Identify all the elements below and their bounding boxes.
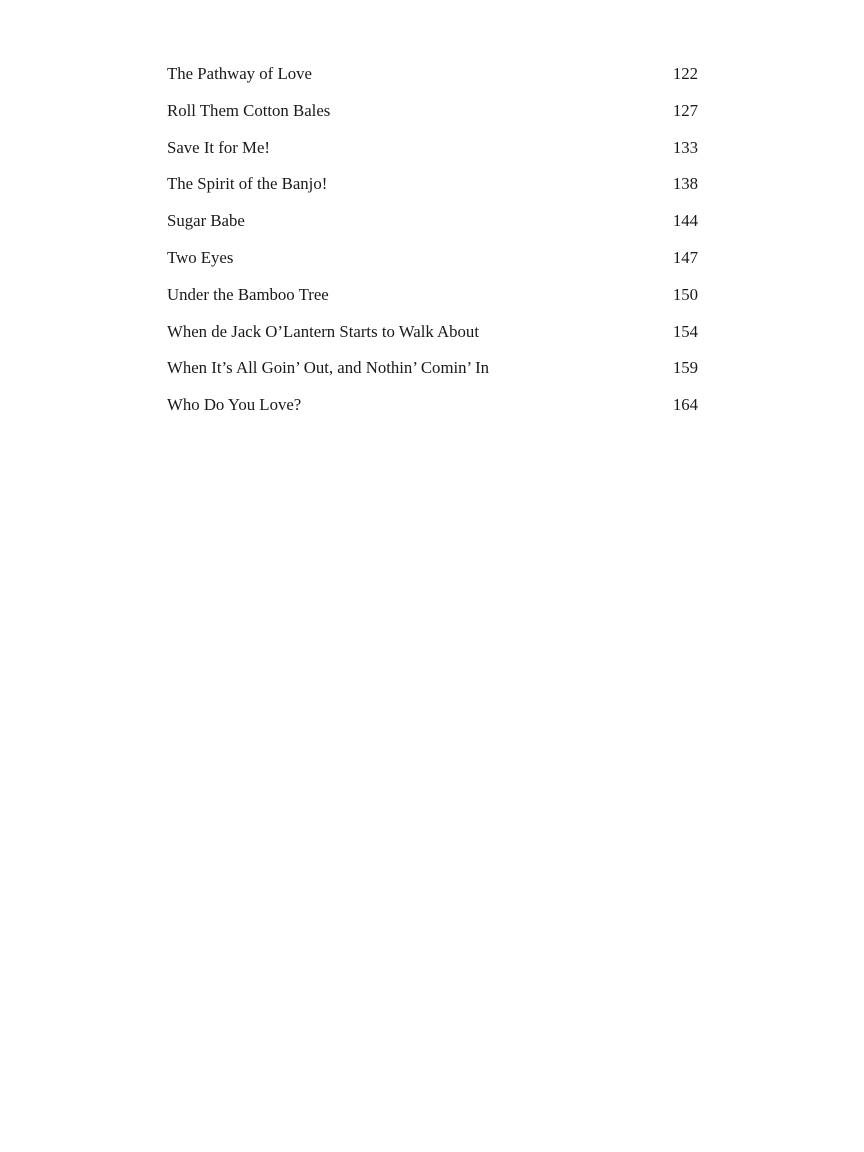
toc-row [167,137,698,174]
toc-entry-title: The Spirit of the Banjo! [167,174,328,194]
toc-entry-title: Under the Bamboo Tree [167,284,329,304]
toc-entry-title: Roll Them Cotton Bales [167,100,331,120]
toc-entry-title: The Pathway of Love [167,64,312,83]
toc-row [167,247,698,284]
toc-entry-title: Two Eyes [167,247,234,267]
toc-entry-title: Save It for Me! [167,137,270,157]
toc-entry-page: 147 [672,247,698,267]
toc-row [167,210,698,247]
toc-entry-title: Who Do You Love? [167,395,302,415]
toc-entry-page: 133 [672,137,698,157]
toc-row [167,100,698,137]
toc-entry-page: 150 [672,284,698,304]
toc-entry-title: When It’s All Goin’ Out, and Nothin’ Comin’ In [167,358,490,378]
toc-entry-title: Sugar Babe [167,211,245,231]
toc-row [167,321,698,358]
toc-entry-page: 138 [672,174,698,194]
toc-entry-title: When de Jack O’Lantern Starts to Walk About [167,321,479,341]
toc-row [167,63,698,100]
toc-entry-page: 164 [672,395,698,415]
toc-entry-page: 159 [672,358,698,378]
toc-row [167,394,698,431]
toc-row [167,357,698,394]
toc-row [167,284,698,321]
toc-row [167,173,698,210]
toc-entry-page: 144 [672,211,698,231]
toc-entry-page: 127 [672,100,698,120]
toc-entry-page: 154 [672,321,698,341]
toc-entry-page: 122 [672,64,698,83]
table-of-contents [167,63,698,431]
